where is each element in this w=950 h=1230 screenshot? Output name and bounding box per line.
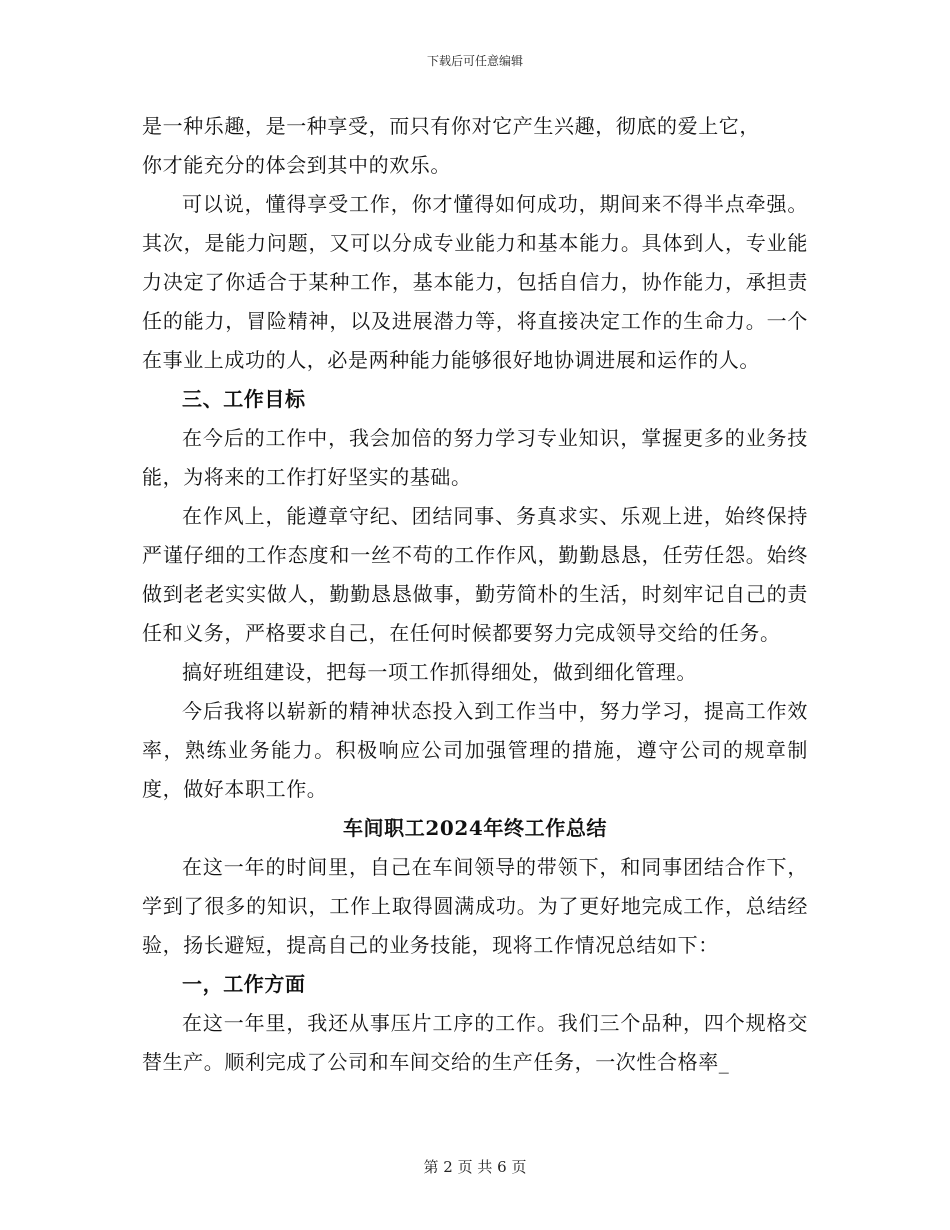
paragraph-future-study: 在今后的工作中，我会加倍的努力学习专业知识，掌握更多的业务技能，为将来的工作打好坚实的基础。: [142, 426, 808, 489]
page-footer: 第 2 页 共 6 页: [423, 1158, 527, 1176]
paragraph-tablet-pressing: 在这一年里，我还从事压片工序的工作。我们三个品种，四个规格交替生产。顺利完成了公司和车间交给的生产任务，一次性合格率_: [142, 1011, 808, 1074]
section-heading-work-aspect: 一，工作方面: [182, 972, 306, 996]
paragraph-new-spirit: 今后我将以崭新的精神状态投入到工作当中，努力学习，提高工作效率，熟练业务能力。积极响应公司加强管理的措施，遵守公司的规章制度，做好本职工作。: [142, 699, 808, 801]
paragraph-team-building: 搞好班组建设，把每一项工作抓得细处，做到细化管理。: [182, 660, 697, 684]
document-title: 车间职工2024年终工作总结: [342, 816, 608, 840]
section-heading-work-goals: 三、工作目标: [182, 387, 306, 411]
page-header: 下载后可任意编辑: [426, 54, 523, 68]
paragraph-year-intro: 在这一年的时间里，自己在车间领导的带领下，和同事团结合作下，学到了很多的知识，工作上取得圆满成功。为了更好地完成工作，总结经验，扬长避短，提高自己的业务技能，现将工作情况总结如下：: [142, 855, 808, 957]
paragraph-ability: 可以说，懂得享受工作，你才懂得如何成功，期间来不得半点牵强。其次，是能力问题，又可以分成专业能力和基本能力。具体到人，专业能力决定了你适合于某种工作，基本能力，包括自信力，协作能力，承担责任的能力，冒险精神，以及进展潜力等，将直接决定工作的生命力。一个在事业上成功的人，必是两种能力能够很好地协调进展和运作的人。: [142, 192, 808, 372]
paragraph-work-style: 在作风上，能遵章守纪、团结同事、务真求实、乐观上进，始终保持严谨仔细的工作态度和一丝不苟的工作作风，勤勤恳恳，任劳任怨。始终做到老老实实做人，勤勤恳恳做事，勤劳简朴的生活，时刻牢记自己的责任和义务，严格要求自己，在任何时候都要努力完成领导交给的任务。: [142, 504, 808, 645]
document-body: [142, 107, 808, 1082]
paragraph-continuation: 是一种乐趣，是一种享受，而只有你对它产生兴趣，彻底的爱上它， 你才能充分的体会到其中的欢乐。: [142, 114, 760, 177]
